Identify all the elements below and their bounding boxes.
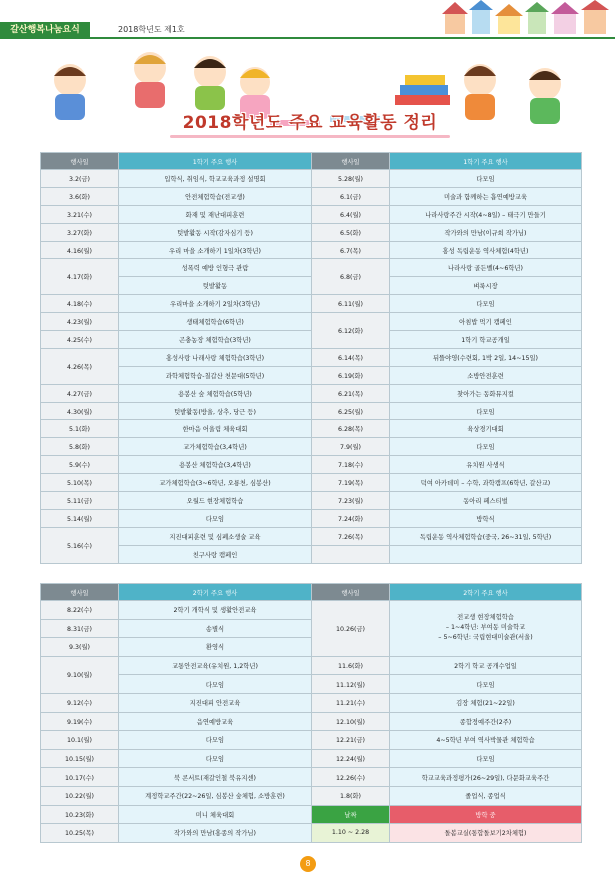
event-date: 6.4(월) xyxy=(312,205,390,223)
event-name: 입학식, 취임식, 학교교육과정 설명회 xyxy=(119,170,312,188)
event-name: 환영식 xyxy=(119,638,312,657)
event-name: 나라사랑주간 시작(4~8일) – 태극기 만들기 xyxy=(390,205,582,223)
event-name: 다모임 xyxy=(390,438,582,456)
event-name: 2학기 개학식 및 생활안전교육 xyxy=(119,601,312,620)
header-date: 행사일 xyxy=(312,153,390,170)
event-date: 10.15(월) xyxy=(41,749,119,768)
semester1-table xyxy=(40,152,582,564)
semester2-table xyxy=(40,583,582,843)
event-name: 아침밥 먹기 캠페인 xyxy=(390,313,582,331)
event-date: 6.11(월) xyxy=(312,295,390,313)
event-date: 6.8(금) xyxy=(312,259,390,295)
event-date: 9.3(월) xyxy=(41,638,119,657)
event-name: 다모임 xyxy=(390,675,582,694)
issue-label: 2018학년도 제1호 xyxy=(118,25,185,34)
event-name: 2학기 학교 공개수업일 xyxy=(390,656,582,675)
event-date: 7.19(목) xyxy=(312,474,390,492)
event-name: 4~5학년 부여 역사박물관 체험학습 xyxy=(390,731,582,750)
field-trip-cell xyxy=(390,601,582,657)
event-name: 유치원 사생식 xyxy=(390,456,582,474)
event-date: 6.1(금) xyxy=(312,187,390,205)
event-date: 12.26(수) xyxy=(312,768,390,787)
event-name: 다모임 xyxy=(119,749,312,768)
header-date: 행사일 xyxy=(312,584,390,601)
event-date: 5.1(화) xyxy=(41,420,119,438)
event-date: 7.9(월) xyxy=(312,438,390,456)
event-date: 12.21(금) xyxy=(312,731,390,750)
event-name: 다모임 xyxy=(119,731,312,750)
page-number: 8 xyxy=(300,856,316,872)
event-date: 3.21(수) xyxy=(41,205,119,223)
event-name: 용봉산 숲 체험학습(5학년) xyxy=(119,384,312,402)
event-name-empty xyxy=(390,545,582,563)
event-date: 9.19(수) xyxy=(41,712,119,731)
event-name: 작가와의 만남(홍종의 작가님) xyxy=(119,824,312,843)
event-name: 육상경기대회 xyxy=(390,420,582,438)
event-date: 4.25(수) xyxy=(41,331,119,349)
event-date: 4.18(수) xyxy=(41,295,119,313)
event-name: 찾아가는 동화뮤지컬 xyxy=(390,384,582,402)
event-name: 독립운동 역사체험학습(중국, 26~31일, 5학년) xyxy=(390,527,582,545)
header-date: 행사일 xyxy=(41,153,119,170)
vacation-event: 돌봄교실(통합돌보기2차체험) xyxy=(390,824,582,843)
page-title: 2018학년도 주요 교육활동 정리 xyxy=(182,113,438,133)
event-name: 과학체험학습-칠갑산 천문대(5학년) xyxy=(119,366,312,384)
event-date: 6.14(목) xyxy=(312,348,390,366)
event-date: 8.31(금) xyxy=(41,619,119,638)
trip-line: – 5~6학년: 국립현대미술관(서울) xyxy=(438,634,533,642)
event-name: 학교교육과정평가(26~29일), 다문화교육주간 xyxy=(390,768,582,787)
event-date: 5.8(화) xyxy=(41,438,119,456)
event-date: 1.8(화) xyxy=(312,786,390,805)
event-name: 다모임 xyxy=(390,749,582,768)
brand-label: 갈산행복나눔요식 xyxy=(0,22,90,39)
event-date: 5.11(금) xyxy=(41,492,119,510)
event-name: 방학식 xyxy=(390,509,582,527)
event-name: 홍성 독립운동 역사체험(4학년) xyxy=(390,241,582,259)
event-name: 생태체험학습(6학년) xyxy=(119,313,312,331)
event-name: 미니 체육대회 xyxy=(119,805,312,824)
event-date: 3.27(화) xyxy=(41,223,119,241)
event-name: 북 콘서트(재갈인철 북유지센) xyxy=(119,768,312,787)
event-name: 다모임 xyxy=(390,295,582,313)
event-date: 6.12(화) xyxy=(312,313,390,349)
event-name: 지진대피훈련 및 심폐소생술 교육 xyxy=(119,527,312,545)
event-name: 1학기 학교공개일 xyxy=(390,331,582,349)
header-event: 1학기 주요 행사 xyxy=(119,153,312,170)
vacation-date-header: 날짜 xyxy=(312,805,390,824)
event-date: 6.19(화) xyxy=(312,366,390,384)
event-name: 음연예방교육 xyxy=(119,712,312,731)
event-name: 다모임 xyxy=(119,509,312,527)
event-name: 용봉산 체험학습(3,4학년) xyxy=(119,456,312,474)
event-name: 뒤뜰야영(수련회, 1박 2일, 14~15일) xyxy=(390,348,582,366)
event-name: 오월드 현장체험학습 xyxy=(119,492,312,510)
event-date: 7.24(화) xyxy=(312,509,390,527)
event-name: 텃밭활동 시작(감자심기 등) xyxy=(119,223,312,241)
event-name: 다모임 xyxy=(390,170,582,188)
page-header xyxy=(0,0,615,40)
event-name: 교통안전교육(유치원, 1,2학년) xyxy=(119,656,312,675)
title-underline xyxy=(170,135,450,138)
event-date: 10.1(월) xyxy=(41,731,119,750)
event-date: 10.25(목) xyxy=(41,824,119,843)
event-name: 소방안전훈련 xyxy=(390,366,582,384)
event-date: 5.16(수) xyxy=(41,527,119,563)
event-name: 다모임 xyxy=(119,675,312,694)
event-name: 졸업식, 종업식 xyxy=(390,786,582,805)
event-date: 5.14(월) xyxy=(41,509,119,527)
event-name: 미술과 함께하는 흡연예방교육 xyxy=(390,187,582,205)
vacation-event-header: 방학 중 xyxy=(390,805,582,824)
trip-line: 전교생 현장체험학습 xyxy=(457,614,514,622)
event-name: 화재 및 재난대피훈련 xyxy=(119,205,312,223)
event-date: 9.12(수) xyxy=(41,693,119,712)
event-date: 4.16(월) xyxy=(41,241,119,259)
event-date: 11.21(수) xyxy=(312,693,390,712)
event-date: 5.28(월) xyxy=(312,170,390,188)
event-name: 벼룩시장 xyxy=(390,277,582,295)
event-name: 덕여 아카데미 – 수학, 과학캠프(6학년, 갈산교) xyxy=(390,474,582,492)
event-date: 5.9(수) xyxy=(41,456,119,474)
event-date: 8.22(수) xyxy=(41,601,119,620)
event-date: 3.6(화) xyxy=(41,187,119,205)
event-name: 텃밭활동(방울, 상추, 당근 등) xyxy=(119,402,312,420)
trip-line: – 1~4학년: 부여동 미술학교 xyxy=(445,624,526,632)
event-name: 우리 마을 소개하기 1일차(3학년) xyxy=(119,241,312,259)
title-block xyxy=(150,108,470,138)
event-date: 12.10(월) xyxy=(312,712,390,731)
event-name: 텃밭활동 xyxy=(119,277,312,295)
event-date: 4.30(월) xyxy=(41,402,119,420)
event-name: 동아리 페스티벌 xyxy=(390,492,582,510)
event-name: 곤충농장 체험학습(3학년) xyxy=(119,331,312,349)
event-date: 6.5(화) xyxy=(312,223,390,241)
header-event: 2학기 주요 행사 xyxy=(119,584,312,601)
event-name: 다모임 xyxy=(390,402,582,420)
event-date: 6.21(목) xyxy=(312,384,390,402)
houses-illustration xyxy=(440,0,615,38)
event-date: 7.23(월) xyxy=(312,492,390,510)
event-name: 김장 체험(21~22일) xyxy=(390,693,582,712)
event-date: 11.6(화) xyxy=(312,656,390,675)
header-event: 1학기 주요 행사 xyxy=(390,153,582,170)
event-date: 5.10(목) xyxy=(41,474,119,492)
event-name: 작가와의 만남(이규희 작가님) xyxy=(390,223,582,241)
event-name: 나라사랑 골든벨(4~6학년) xyxy=(390,259,582,277)
event-date: 3.2(금) xyxy=(41,170,119,188)
event-name: 지진대피 안전교육 xyxy=(119,693,312,712)
event-date: 6.28(목) xyxy=(312,420,390,438)
header-date: 행사일 xyxy=(41,584,119,601)
event-date: 10.23(화) xyxy=(41,805,119,824)
event-name: 교가체험학습(3~6학년, 오룡천, 심봉산) xyxy=(119,474,312,492)
event-date-empty xyxy=(312,545,390,563)
event-date: 7.18(수) xyxy=(312,456,390,474)
event-date: 6.7(목) xyxy=(312,241,390,259)
event-name: 안전체험학습(전교생) xyxy=(119,187,312,205)
event-date: 4.27(금) xyxy=(41,384,119,402)
event-name: 교가체험학습(3,4학년) xyxy=(119,438,312,456)
event-date: 4.23(월) xyxy=(41,313,119,331)
event-date: 11.12(월) xyxy=(312,675,390,694)
event-date: 4.17(화) xyxy=(41,259,119,295)
event-date: 10.17(수) xyxy=(41,768,119,787)
event-name: 계정학교주간(22~26일, 심봉산 숲체험, 소방훈련) xyxy=(119,786,312,805)
event-date: 12.24(월) xyxy=(312,749,390,768)
header-event: 2학기 주요 행사 xyxy=(390,584,582,601)
event-name: 한마음 어울림 체육대회 xyxy=(119,420,312,438)
event-name: 종합정예주간(2주) xyxy=(390,712,582,731)
vacation-date: 1.10 ~ 2.28 xyxy=(312,824,390,843)
event-date: 10.22(월) xyxy=(41,786,119,805)
event-name: 우리마을 소개하기 2일차(3학년) xyxy=(119,295,312,313)
event-name: 홍성사랑 나래사랑 체험학습(3학년) xyxy=(119,348,312,366)
event-name: 송별식 xyxy=(119,619,312,638)
event-name: 성폭력 예방 인형극 관람 xyxy=(119,259,312,277)
event-date: 4.26(목) xyxy=(41,348,119,384)
event-date: 9.10(월) xyxy=(41,656,119,693)
event-date: 7.26(목) xyxy=(312,527,390,545)
event-date: 6.25(월) xyxy=(312,402,390,420)
event-date: 10.26(금) xyxy=(312,601,390,657)
event-name: 친구사랑 캠페인 xyxy=(119,545,312,563)
